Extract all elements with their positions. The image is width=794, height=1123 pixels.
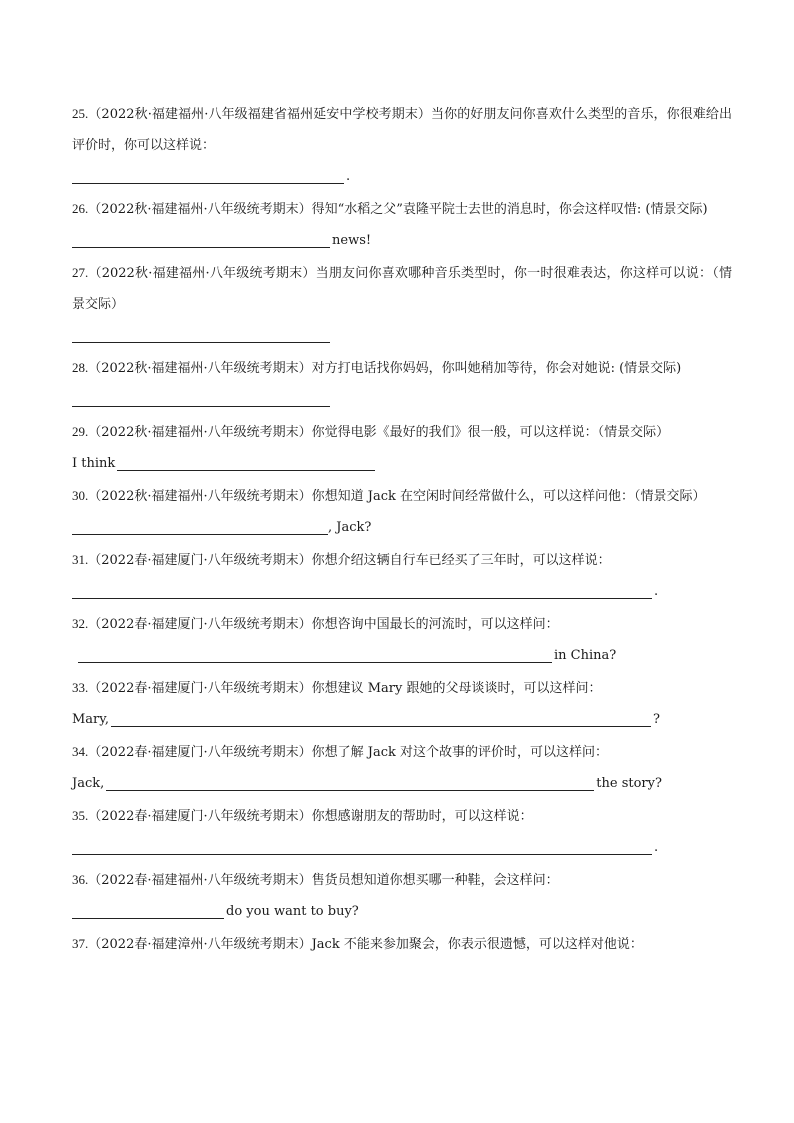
question-prompt bbox=[72, 416, 732, 448]
question-number: 34. bbox=[72, 744, 89, 759]
question-list bbox=[72, 98, 732, 960]
answer-blank[interactable] bbox=[111, 714, 651, 727]
answer-suffix: in China? bbox=[554, 648, 617, 663]
answer-suffix: . bbox=[654, 584, 659, 599]
question-text: （2022春·福建漳州·八年级统考期末）Jack 不能来参加聚会，你表示很遗憾，可以这样对他说： bbox=[88, 937, 643, 952]
answer-blank[interactable] bbox=[72, 171, 344, 184]
answer-blank[interactable] bbox=[72, 330, 330, 343]
answer-line bbox=[72, 896, 732, 928]
question-text: （2022春·福建厦门·八年级统考期末）你想建议 Mary 跟她的父母谈谈时，可以这样问： bbox=[88, 681, 602, 696]
answer-blank[interactable] bbox=[72, 235, 330, 248]
answer-line bbox=[72, 576, 732, 608]
answer-blank[interactable] bbox=[72, 842, 652, 855]
question-26 bbox=[72, 193, 732, 257]
question-number: 33. bbox=[72, 680, 89, 695]
answer-line bbox=[72, 704, 732, 736]
answer-line bbox=[72, 161, 732, 193]
question-30 bbox=[72, 480, 732, 544]
answer-blank[interactable] bbox=[72, 522, 328, 535]
question-text: （2022秋·福建福州·八年级统考期末）你觉得电影《最好的我们》很一般，可以这样说：（情景交际） bbox=[88, 425, 670, 440]
answer-suffix: . bbox=[654, 840, 659, 855]
question-prompt bbox=[72, 736, 732, 768]
question-prompt bbox=[72, 672, 732, 704]
question-number: 35. bbox=[72, 808, 89, 823]
question-prompt bbox=[72, 257, 732, 320]
answer-blank[interactable] bbox=[78, 650, 552, 663]
question-number: 36. bbox=[72, 872, 89, 887]
answer-line bbox=[72, 640, 732, 672]
answer-suffix: do you want to buy? bbox=[226, 904, 359, 919]
answer-blank[interactable] bbox=[117, 458, 375, 471]
answer-blank[interactable] bbox=[72, 394, 330, 407]
answer-suffix: news! bbox=[332, 233, 372, 248]
question-prompt bbox=[72, 608, 732, 640]
question-text: （2022春·福建厦门·八年级统考期末）你想咨询中国最长的河流时，可以这样问： bbox=[88, 617, 559, 632]
question-29 bbox=[72, 416, 732, 480]
question-text: （2022秋·福建福州·八年级统考期末）当朋友问你喜欢哪种音乐类型时，你一时很难表达，你这样可以说：（情景交际） bbox=[72, 266, 732, 312]
question-33 bbox=[72, 672, 732, 736]
question-28 bbox=[72, 352, 732, 416]
question-number: 26. bbox=[72, 201, 89, 216]
question-text: （2022秋·福建福州·八年级福建省福州延安中学校考期末）当你的好朋友问你喜欢什么类型的音乐，你很难给出评价时，你可以这样说： bbox=[72, 107, 732, 153]
answer-line bbox=[72, 384, 732, 416]
question-prompt bbox=[72, 800, 732, 832]
question-text: （2022秋·福建福州·八年级统考期末）你想知道 Jack 在空闲时间经常做什么，可以这样问他：（情景交际） bbox=[88, 489, 706, 504]
question-37 bbox=[72, 928, 732, 960]
question-prompt bbox=[72, 864, 732, 896]
question-number: 27. bbox=[72, 265, 89, 280]
question-number: 25. bbox=[72, 106, 89, 121]
question-text: （2022春·福建厦门·八年级统考期末）你想感谢朋友的帮助时，可以这样说： bbox=[88, 809, 533, 824]
question-number: 30. bbox=[72, 488, 89, 503]
question-text: （2022春·福建福州·八年级统考期末）售货员想知道你想买哪一种鞋，会这样问： bbox=[88, 873, 559, 888]
question-27 bbox=[72, 257, 732, 352]
question-36 bbox=[72, 864, 732, 928]
answer-blank[interactable] bbox=[72, 586, 652, 599]
answer-prefix: Jack, bbox=[72, 776, 105, 791]
question-text: （2022秋·福建福州·八年级统考期末）得知“水稻之父”袁隆平院士去世的消息时，你会这样叹惜: (情景交际) bbox=[88, 202, 708, 217]
answer-line bbox=[72, 512, 732, 544]
question-prompt bbox=[72, 480, 732, 512]
question-35 bbox=[72, 800, 732, 864]
question-25 bbox=[72, 98, 732, 193]
question-31 bbox=[72, 544, 732, 608]
answer-line bbox=[72, 225, 732, 257]
answer-blank[interactable] bbox=[106, 778, 594, 791]
question-prompt bbox=[72, 193, 732, 225]
question-prompt bbox=[72, 544, 732, 576]
answer-prefix: Mary, bbox=[72, 712, 110, 727]
question-prompt bbox=[72, 98, 732, 161]
answer-line bbox=[72, 320, 732, 352]
answer-suffix: , Jack? bbox=[328, 520, 372, 535]
question-34 bbox=[72, 736, 732, 800]
question-number: 29. bbox=[72, 424, 89, 439]
question-prompt bbox=[72, 352, 732, 384]
answer-line bbox=[72, 448, 732, 480]
question-text: （2022春·福建厦门·八年级统考期末）你想介绍这辆自行车已经买了三年时，可以这样说： bbox=[88, 553, 611, 568]
question-number: 28. bbox=[72, 360, 89, 375]
question-number: 37. bbox=[72, 936, 89, 951]
answer-suffix: the story? bbox=[596, 776, 662, 791]
question-text: （2022秋·福建福州·八年级统考期末）对方打电话找你妈妈，你叫她稍加等待，你会对她说: (情景交际) bbox=[88, 361, 682, 376]
question-text: （2022春·福建厦门·八年级统考期末）你想了解 Jack 对这个故事的评价时，可以这样问： bbox=[88, 745, 608, 760]
answer-line bbox=[72, 832, 732, 864]
answer-prefix: I think bbox=[72, 456, 116, 471]
answer-suffix: ? bbox=[653, 712, 661, 727]
question-number: 32. bbox=[72, 616, 89, 631]
question-32 bbox=[72, 608, 732, 672]
answer-line bbox=[72, 768, 732, 800]
question-prompt bbox=[72, 928, 732, 960]
question-number: 31. bbox=[72, 552, 89, 567]
answer-blank[interactable] bbox=[72, 906, 224, 919]
answer-suffix: . bbox=[346, 169, 351, 184]
